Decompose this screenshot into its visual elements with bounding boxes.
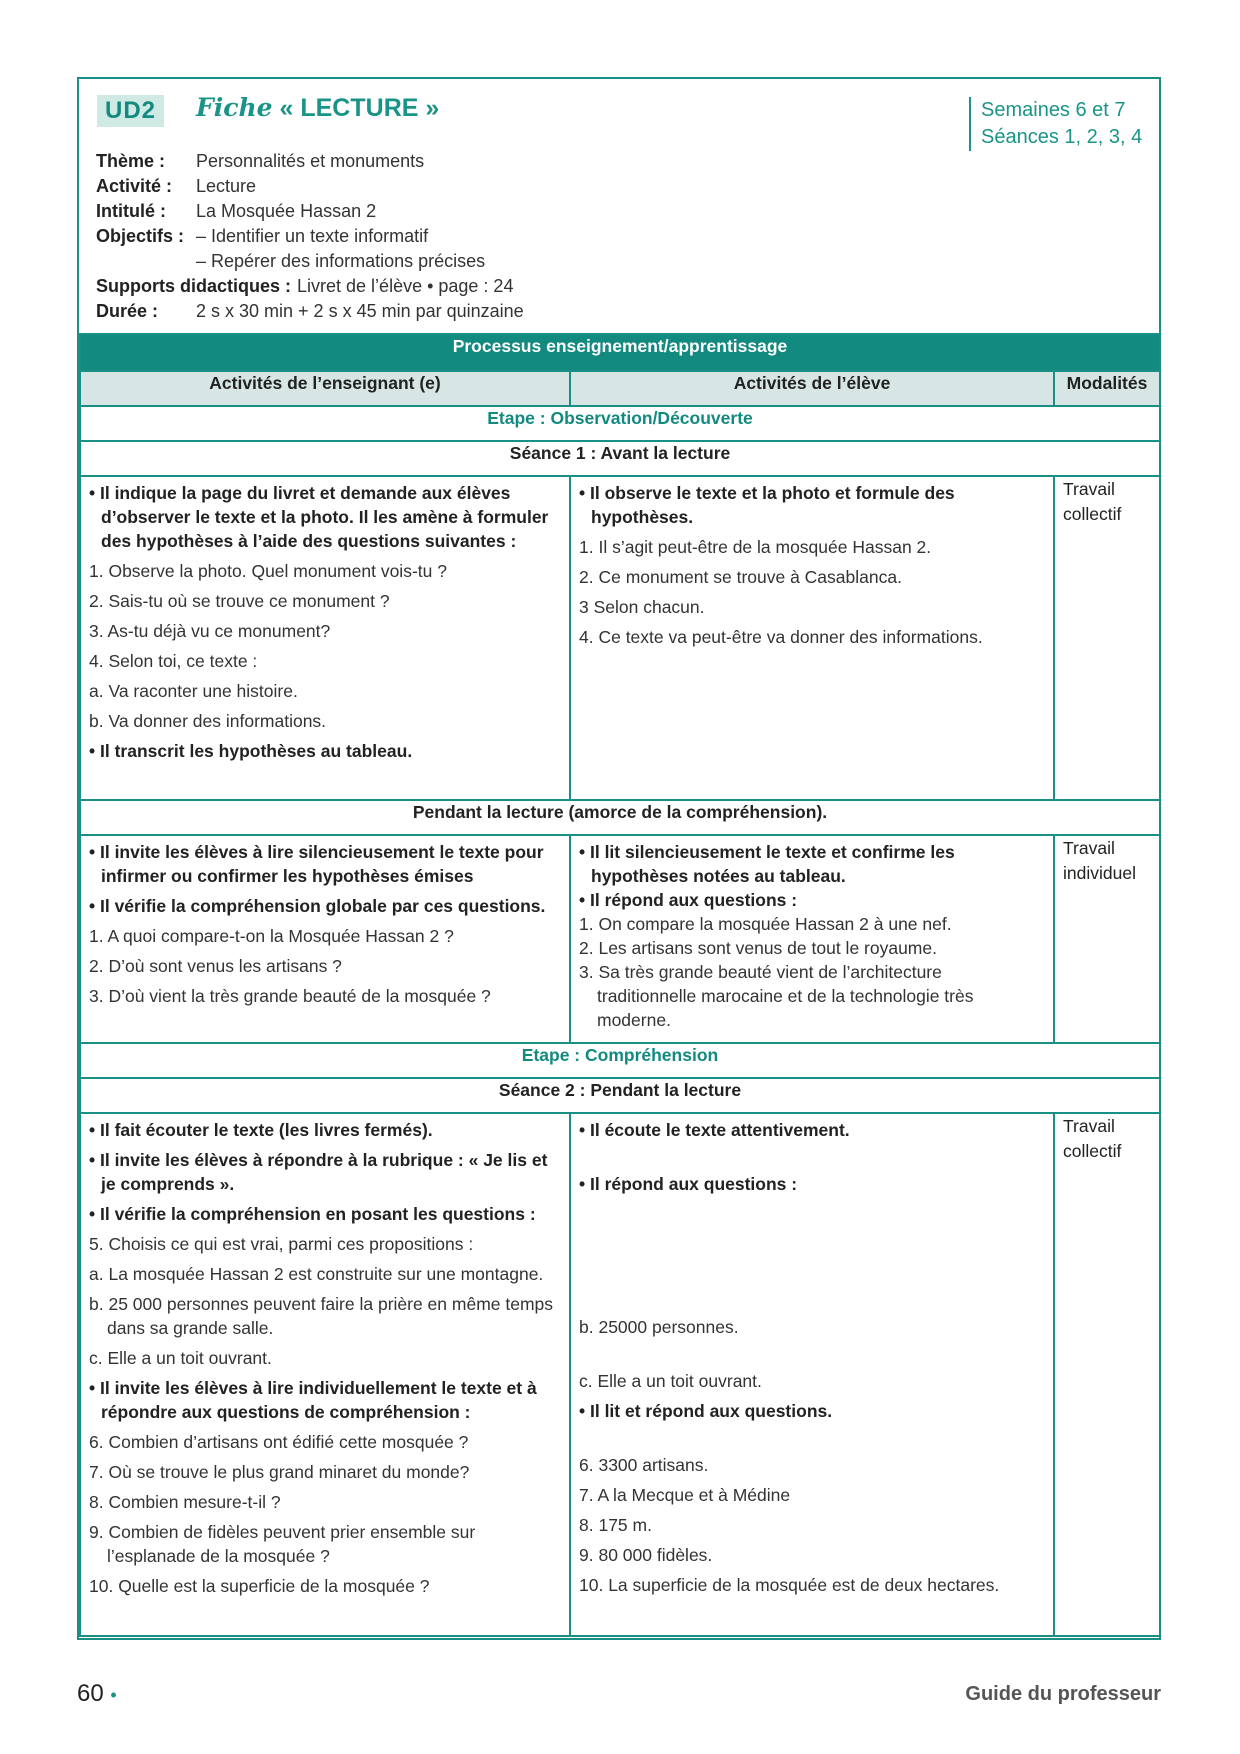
- list-item: 10. Quelle est la superficie de la mosquée ?: [89, 1576, 430, 1596]
- meta-block: [96, 149, 524, 324]
- theme-value: Personnalités et monuments: [196, 151, 425, 171]
- s2-student-cell: [570, 1113, 1054, 1636]
- duration-value: 2 s x 30 min + 2 s x 45 min par quinzaine: [196, 301, 524, 321]
- stage-observation: Etape : Observation/Découverte: [80, 406, 1160, 441]
- page-dot: •: [110, 1685, 117, 1705]
- fiche-label: Fiche: [196, 93, 273, 122]
- list-item: 3. D’où vient la très grande beauté de la mosquée ?: [89, 986, 491, 1006]
- list-item: b. 25000 personnes.: [579, 1317, 739, 1337]
- title-value: La Mosquée Hassan 2: [196, 201, 377, 221]
- list-item: c. Elle a un toit ouvrant.: [89, 1348, 272, 1368]
- reading-phase-heading: Pendant la lecture (amorce de la compréhension).: [80, 800, 1160, 835]
- footer-guide: Guide du professeur: [965, 1683, 1161, 1705]
- sheet-header: [79, 79, 1159, 333]
- process-header: Processus enseignement/apprentissage: [80, 334, 1160, 371]
- spacer: [579, 1202, 1045, 1315]
- list-item: 4. Ce texte va peut-être va donner des informations.: [579, 627, 983, 647]
- list-item: 3. Sa très grande beauté vient de l’architecture traditionnelle marocaine et de la technologie très moderne.: [579, 962, 974, 1030]
- list-item: 7. A la Mecque et à Médine: [579, 1485, 791, 1505]
- spacer: [579, 1148, 1045, 1172]
- schedule-box: [969, 97, 1142, 151]
- list-item: 2. Sais-tu où se trouve ce monument ?: [89, 591, 390, 611]
- supports-value: Livret de l’élève • page : 24: [297, 276, 514, 296]
- list-item: 2. D’où sont venus les artisans ?: [89, 956, 342, 976]
- list-item: b. 25 000 personnes peuvent faire la prière en même temps dans sa grande salle.: [89, 1294, 554, 1338]
- weeks-text: Semaines 6 et 7: [981, 99, 1126, 121]
- list-item: 3 Selon chacun.: [579, 597, 705, 617]
- s1-teacher-cell: [80, 476, 570, 800]
- list-item: 4. Selon toi, ce texte :: [89, 651, 258, 671]
- list-item: 3. As-tu déjà vu ce monument?: [89, 621, 331, 641]
- list-item: • Il lit et répond aux questions.: [579, 1401, 833, 1421]
- list-item: 6. 3300 artisans.: [579, 1455, 709, 1475]
- s1-student-cell: [570, 476, 1054, 800]
- col-student-header: Activités de l’élève: [570, 371, 1054, 406]
- list-item: • Il répond aux questions :: [579, 890, 798, 910]
- sessions-text: Séances 1, 2, 3, 4: [981, 126, 1143, 148]
- list-item: • Il indique la page du livret et demande aux élèves d’observer le texte et la photo. Il les amène à formuler des hypothèses à l’aide des questions suivantes :: [89, 483, 549, 551]
- list-item: • Il invite les élèves à lire individuellement le texte et à répondre aux questions de compréhension :: [89, 1378, 537, 1422]
- spacer: [579, 1429, 1045, 1453]
- spacer: [579, 1345, 1045, 1369]
- list-item: 10. La superficie de la mosquée est de deux hectares.: [579, 1575, 1000, 1595]
- list-item: 2. Les artisans sont venus de tout le royaume.: [579, 938, 937, 958]
- list-item: • Il fait écouter le texte (les livres fermés).: [89, 1120, 433, 1140]
- list-item: 2. Ce monument se trouve à Casablanca.: [579, 567, 902, 587]
- stage-comprehension: Etape : Compréhension: [80, 1043, 1160, 1078]
- list-item: 1. A quoi compare-t-on la Mosquée Hassan 2 ?: [89, 926, 454, 946]
- list-item: • Il transcrit les hypothèses au tableau.: [89, 741, 413, 761]
- page-number-value: 60: [77, 1680, 104, 1707]
- list-item: 1. Il s’agit peut-être de la mosquée Hassan 2.: [579, 537, 932, 557]
- list-item: • Il vérifie la compréhension en posant les questions :: [89, 1204, 536, 1224]
- list-item: • Il écoute le texte attentivement.: [579, 1120, 850, 1140]
- list-item: • Il invite les élèves à répondre à la rubrique : « Je lis et je comprends ».: [89, 1150, 548, 1194]
- objectives-label: Objectifs :: [96, 226, 185, 246]
- lecture-label: « LECTURE »: [279, 94, 440, 122]
- list-item: • Il lit silencieusement le texte et confirme les hypothèses notées au tableau.: [579, 842, 955, 886]
- unit-badge: UD2: [97, 95, 164, 127]
- list-item: 9. Combien de fidèles peuvent prier ensemble sur l’esplanade de la mosquée ?: [89, 1522, 476, 1566]
- list-item: 1. Observe la photo. Quel monument vois-tu ?: [89, 561, 447, 581]
- duration-label: Durée :: [96, 301, 159, 321]
- theme-label: Thème :: [96, 151, 166, 171]
- p-student-cell: [570, 835, 1054, 1043]
- list-item: 1. On compare la mosquée Hassan 2 à une nef.: [579, 914, 952, 934]
- list-item: b. Va donner des informations.: [89, 711, 327, 731]
- supports-label: Supports didactiques :: [96, 276, 292, 296]
- s1-modality: Travail collectif: [1054, 476, 1160, 800]
- sheet-title: [196, 93, 439, 123]
- list-item: 8. Combien mesure-t-il ?: [89, 1492, 281, 1512]
- title-label: Intitulé :: [96, 201, 166, 221]
- list-item: • Il répond aux questions :: [579, 1174, 798, 1194]
- session-2-heading: Séance 2 : Pendant la lecture: [80, 1078, 1160, 1113]
- process-table: [79, 333, 1161, 1637]
- list-item: 6. Combien d’artisans ont édifié cette mosquée ?: [89, 1432, 469, 1452]
- s2-modality: Travail collectif: [1054, 1113, 1160, 1636]
- activity-value: Lecture: [196, 176, 257, 196]
- objective-2: – Repérer des informations précises: [196, 251, 486, 271]
- list-item: • Il vérifie la compréhension globale par ces questions.: [89, 896, 546, 916]
- list-item: 8. 175 m.: [579, 1515, 652, 1535]
- p-teacher-cell: [80, 835, 570, 1043]
- list-item: a. La mosquée Hassan 2 est construite sur une montagne.: [89, 1264, 544, 1284]
- objective-1: – Identifier un texte informatif: [196, 226, 429, 246]
- list-item: 9. 80 000 fidèles.: [579, 1545, 713, 1565]
- list-item: c. Elle a un toit ouvrant.: [579, 1371, 762, 1391]
- list-item: 5. Choisis ce qui est vrai, parmi ces propositions :: [89, 1234, 474, 1254]
- page-number: [77, 1680, 117, 1708]
- lesson-sheet: [77, 77, 1161, 1640]
- list-item: • Il invite les élèves à lire silencieusement le texte pour infirmer ou confirmer les hypothèses émises: [89, 842, 544, 886]
- list-item: 7. Où se trouve le plus grand minaret du monde?: [89, 1462, 470, 1482]
- list-item: • Il observe le texte et la photo et formule des hypothèses.: [579, 483, 955, 527]
- s2-teacher-cell: [80, 1113, 570, 1636]
- session-1-heading: Séance 1 : Avant la lecture: [80, 441, 1160, 476]
- activity-label: Activité :: [96, 176, 173, 196]
- col-modal-header: Modalités: [1054, 371, 1160, 406]
- col-teacher-header: Activités de l’enseignant (e): [80, 371, 570, 406]
- p-modality: Travail individuel: [1054, 835, 1160, 1043]
- list-item: a. Va raconter une histoire.: [89, 681, 298, 701]
